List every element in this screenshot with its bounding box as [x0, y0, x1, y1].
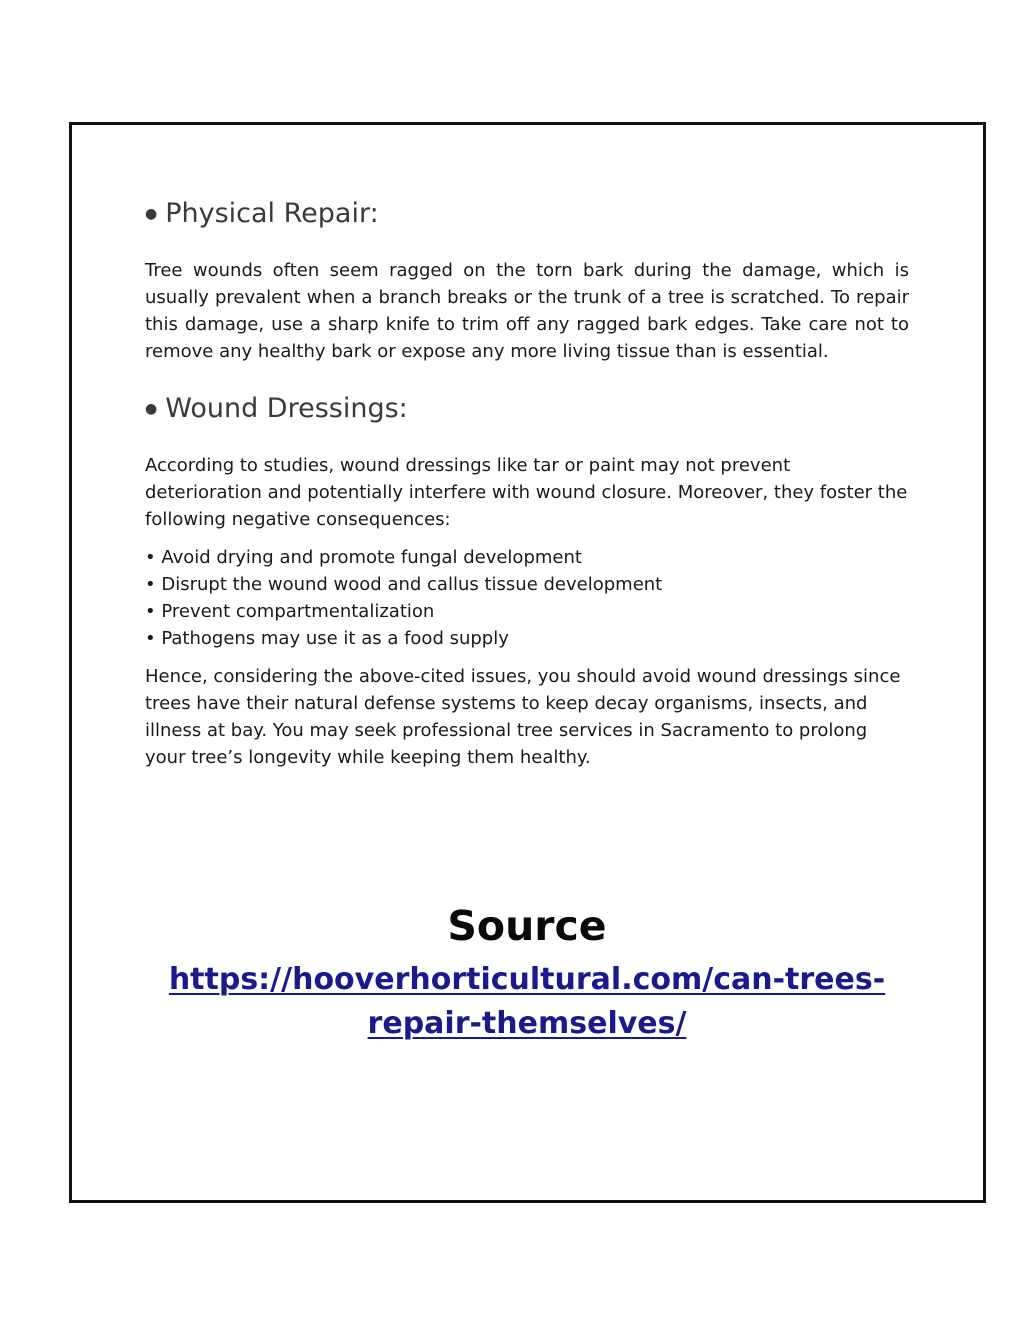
physical-repair-paragraph: Tree wounds often seem ragged on the torn bark during the damage, which is usually prevalent when a branch breaks or the trunk of a tree is scratched. To repair this damage, use a sharp knife to trim off any ragged bark edges. Take care not to remove any healthy bark or expose any more living tissue than is essential. — [145, 260, 909, 362]
consequences-list — [145, 544, 909, 652]
list-item: • Prevent compartmentalization — [145, 601, 435, 622]
section-heading-text: Wound Dressings: — [165, 393, 408, 424]
source-link[interactable]: https://hooverhorticultural.com/can-trees-repair-themselves/ — [168, 962, 886, 1041]
list-item: • Pathogens may use it as a food supply — [145, 628, 509, 649]
list-item: • Disrupt the wound wood and callus tissue development — [145, 574, 663, 595]
source-block — [145, 896, 909, 1046]
bullet-dot-icon: ● — [145, 401, 158, 417]
section-heading-physical-repair — [145, 195, 909, 237]
bullet-dot-icon: ● — [145, 206, 158, 222]
section-heading-text: Physical Repair: — [165, 198, 379, 229]
wound-dressings-paragraph: According to studies, wound dressings like tar or paint may not prevent deterioration and potentially interfere with wound closure. Moreover, they foster the following negative consequences: — [145, 455, 908, 530]
list-item: • Avoid drying and promote fungal development — [145, 547, 582, 568]
source-title: Source — [447, 902, 607, 950]
closing-paragraph: Hence, considering the above-cited issues, you should avoid wound dressings since trees have their natural defense systems to keep decay organisms, insects, and illness at bay. You may seek professional tree services in Sacramento to prolong your tree’s longevity while keeping them healthy. — [145, 666, 901, 768]
article-body — [145, 195, 909, 771]
section-heading-wound-dressings — [145, 390, 909, 432]
